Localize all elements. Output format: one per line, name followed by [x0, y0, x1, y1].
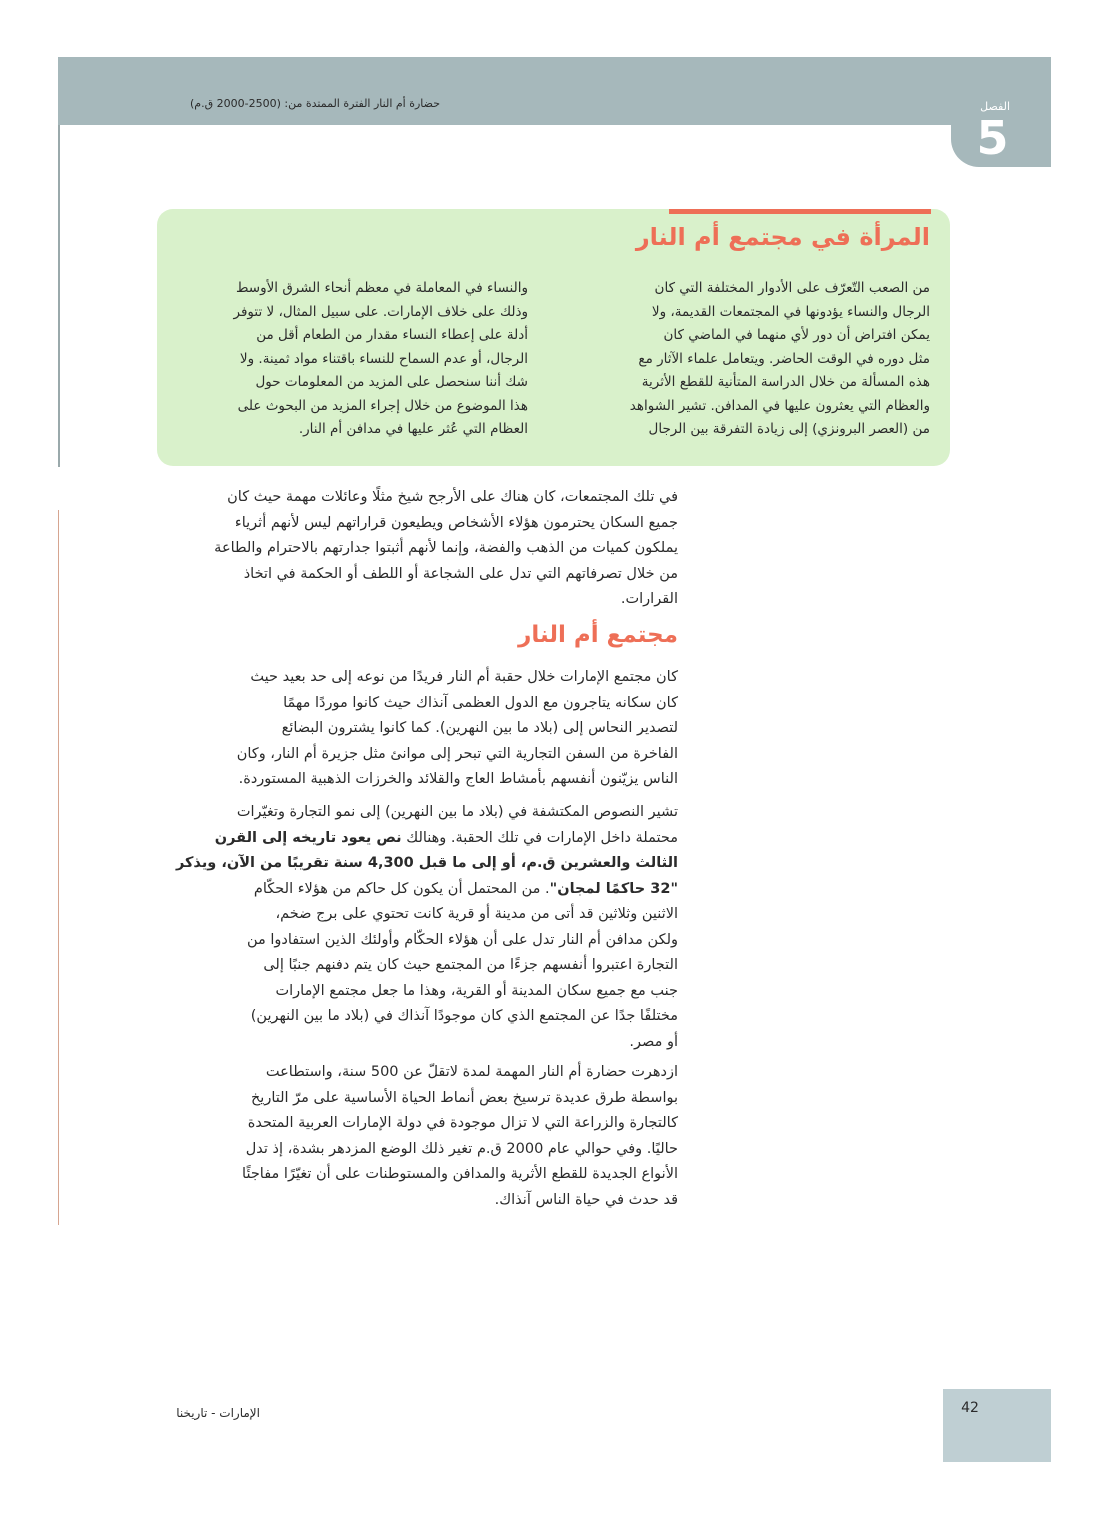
- text-line: الناس يزيّنون أنفسهم بأمشاط العاج والقلائد والخرزات الذهبية المستوردة.: [238, 771, 678, 787]
- section-heading: مجتمع أم النار: [518, 622, 678, 648]
- info-box-line: هذه المسألة من خلال الدراسة المتأنية للقطع الأثرية: [641, 374, 930, 390]
- intro-paragraph: [158, 485, 678, 613]
- info-box-line: من الصعب التّعرّف على الأدوار المختلفة التي كان: [654, 280, 930, 296]
- bold-run: الثالث والعشرين ق.م، أو إلى ما قبل 4,300 سنة تقريبًا من الآن، ويذكر: [175, 855, 678, 871]
- running-title: حضارة أم النار الفترة الممتدة من: (2500-2000 ق.م): [190, 97, 440, 110]
- text-line: القرارات.: [620, 591, 678, 607]
- info-box-line: وذلك على خلاف الإمارات. على سبيل المثال، لا تتوفر: [233, 303, 528, 320]
- info-box-line: الرجال، أو عدم السماح للنساء باقتناء مواد ثمينة. ولا: [239, 350, 528, 367]
- text-line: حاليًا. وفي حوالي عام 2000 ق.م تغير ذلك الوضع المزدهر بشدة، إذ تدل: [245, 1140, 678, 1157]
- info-box-line: من (العصر البرونزي) إلى زيادة التفرقة بين الرجال: [648, 421, 930, 437]
- text-line: [158, 851, 678, 877]
- text-line: [158, 877, 678, 903]
- header-bar: [58, 57, 951, 125]
- info-box-line: والعظام التي يعثرون عليها في المدافن. تشير الشواهد: [629, 397, 930, 414]
- text-line: الاثنين وثلاثين قد أتى من مدينة أو قرية كانت تحتوي على برج ضخم،: [275, 906, 678, 922]
- chapter-label: الفصل: [980, 100, 1010, 113]
- bold-run: نص يعود تاريخه إلى القرن: [214, 829, 402, 846]
- page-number: 42: [961, 1400, 979, 1416]
- text-line: جميع السكان يحترمون هؤلاء الأشخاص ويطيعون قراراتهم ليس لأنهم أثرياء: [234, 514, 678, 531]
- text-line: كالتجارة والزراعة التي لا تزال موجودة في دولة الإمارات العربية المتحدة: [247, 1115, 678, 1131]
- info-box-line: والنساء في المعاملة في معظم أنحاء الشرق الأوسط: [235, 280, 528, 296]
- info-box-line: يمكن افتراض أن دور لأي منهما في الماضي كان: [663, 327, 930, 343]
- info-box-line: شك أننا سنحصل على المزيد من المعلومات حول: [255, 374, 528, 390]
- info-box-line: العظام التي عُثر عليها في مدافن أم النار.: [298, 421, 528, 437]
- text-line: الأنواع الجديدة للقطع الأثرية والمدافن والمستوطنات على أن تغيّرًا مفاجئًا: [242, 1166, 678, 1182]
- info-box-line: مثل دوره في الوقت الحاضر. ويتعامل علماء الآثار مع: [638, 350, 930, 367]
- text-line: ازدهرت حضارة أم النار المهمة لمدة لاتقلّ عن 500 سنة، واستطاعت: [265, 1064, 678, 1080]
- text-line: تشير النصوص المكتشفة في (بلاد ما بين النهرين) إلى نمو التجارة وتغيّرات: [236, 804, 678, 820]
- text-line: [158, 826, 678, 852]
- info-box-line: هذا الموضوع من خلال إجراء المزيد من البحوث على: [237, 397, 528, 414]
- text-line: لتصدير النحاس إلى (بلاد ما بين النهرين). كما كانوا يشترون البضائع: [281, 720, 678, 736]
- info-box-column-left: [173, 277, 528, 442]
- text-line: أو مصر.: [629, 1033, 678, 1050]
- info-box-line: أدلة على إعطاء النساء مقدار من الطعام أقل من: [256, 327, 528, 343]
- text-line: يملكون كميات من الذهب والفضة، وإنما لأنهم أثبتوا جدارتهم بالاحترام والطاعة: [214, 540, 678, 556]
- paragraph-3: [158, 1060, 678, 1213]
- info-box-column-right: [585, 277, 930, 442]
- chapter-number: 5: [976, 111, 1009, 165]
- text-line: الفاخرة من السفن التجارية التي تبحر إلى موانئ مثل جزيرة أم النار، وكان: [236, 745, 678, 762]
- text-line: كان سكانه يتاجرون مع الدول العظمى آنذاك حيث كانوا موردًا مهمًا: [283, 694, 678, 711]
- text-line: ولكن مدافن أم النار تدل على أن هؤلاء الحكّام وأولئك الذين استفادوا من: [246, 931, 678, 948]
- text-line: بواسطة طرق عديدة ترسيخ بعض أنماط الحياة الأساسية على مرّ التاريخ: [250, 1089, 678, 1106]
- text-run: محتملة داخل الإمارات في تلك الحقبة. وهنالك: [401, 829, 678, 846]
- text-run: . من المحتمل أن يكون كل حاكم من هؤلاء الحكّام: [253, 880, 550, 897]
- info-box-line: الرجال والنساء يؤدونها في المجتمعات القديمة، ولا: [651, 303, 930, 320]
- info-box-accent-line: [669, 209, 931, 214]
- paragraph-1: [158, 665, 678, 793]
- text-line: كان مجتمع الإمارات خلال حقبة أم النار فريدًا من نوعه إلى حد بعيد حيث: [250, 669, 678, 685]
- book-title: الإمارات - تاريخنا: [176, 1406, 260, 1420]
- text-line: التجارة اعتبروا أنفسهم جزءًا من المجتمع حيث كان يتم دفنهم جنبًا إلى: [263, 957, 678, 973]
- text-line: قد حدث في حياة الناس آنذاك.: [494, 1191, 678, 1208]
- margin-rule: [58, 125, 60, 467]
- bold-run: "32 حاكمًا لمجان": [549, 880, 678, 897]
- info-box: [157, 209, 950, 466]
- text-line: من خلال تصرفاتهم التي تدل على الشجاعة أو اللطف أو الحكمة في اتخاذ: [243, 565, 678, 582]
- info-box-title: المرأة في مجتمع أم النار: [635, 223, 930, 251]
- margin-rule-lower: [58, 510, 59, 1225]
- text-line: جنب مع جميع سكان المدينة أو القرية، وهذا ما جعل مجتمع الإمارات: [275, 982, 678, 999]
- text-line: مختلفًا جدًا عن المجتمع الذي كان موجودًا آنذاك في (بلاد ما بين النهرين): [250, 1008, 678, 1024]
- text-line: في تلك المجتمعات، كان هناك على الأرجح شيخ مثلًا وعائلات مهمة حيث كان: [227, 489, 678, 505]
- paragraph-2: [158, 800, 678, 1055]
